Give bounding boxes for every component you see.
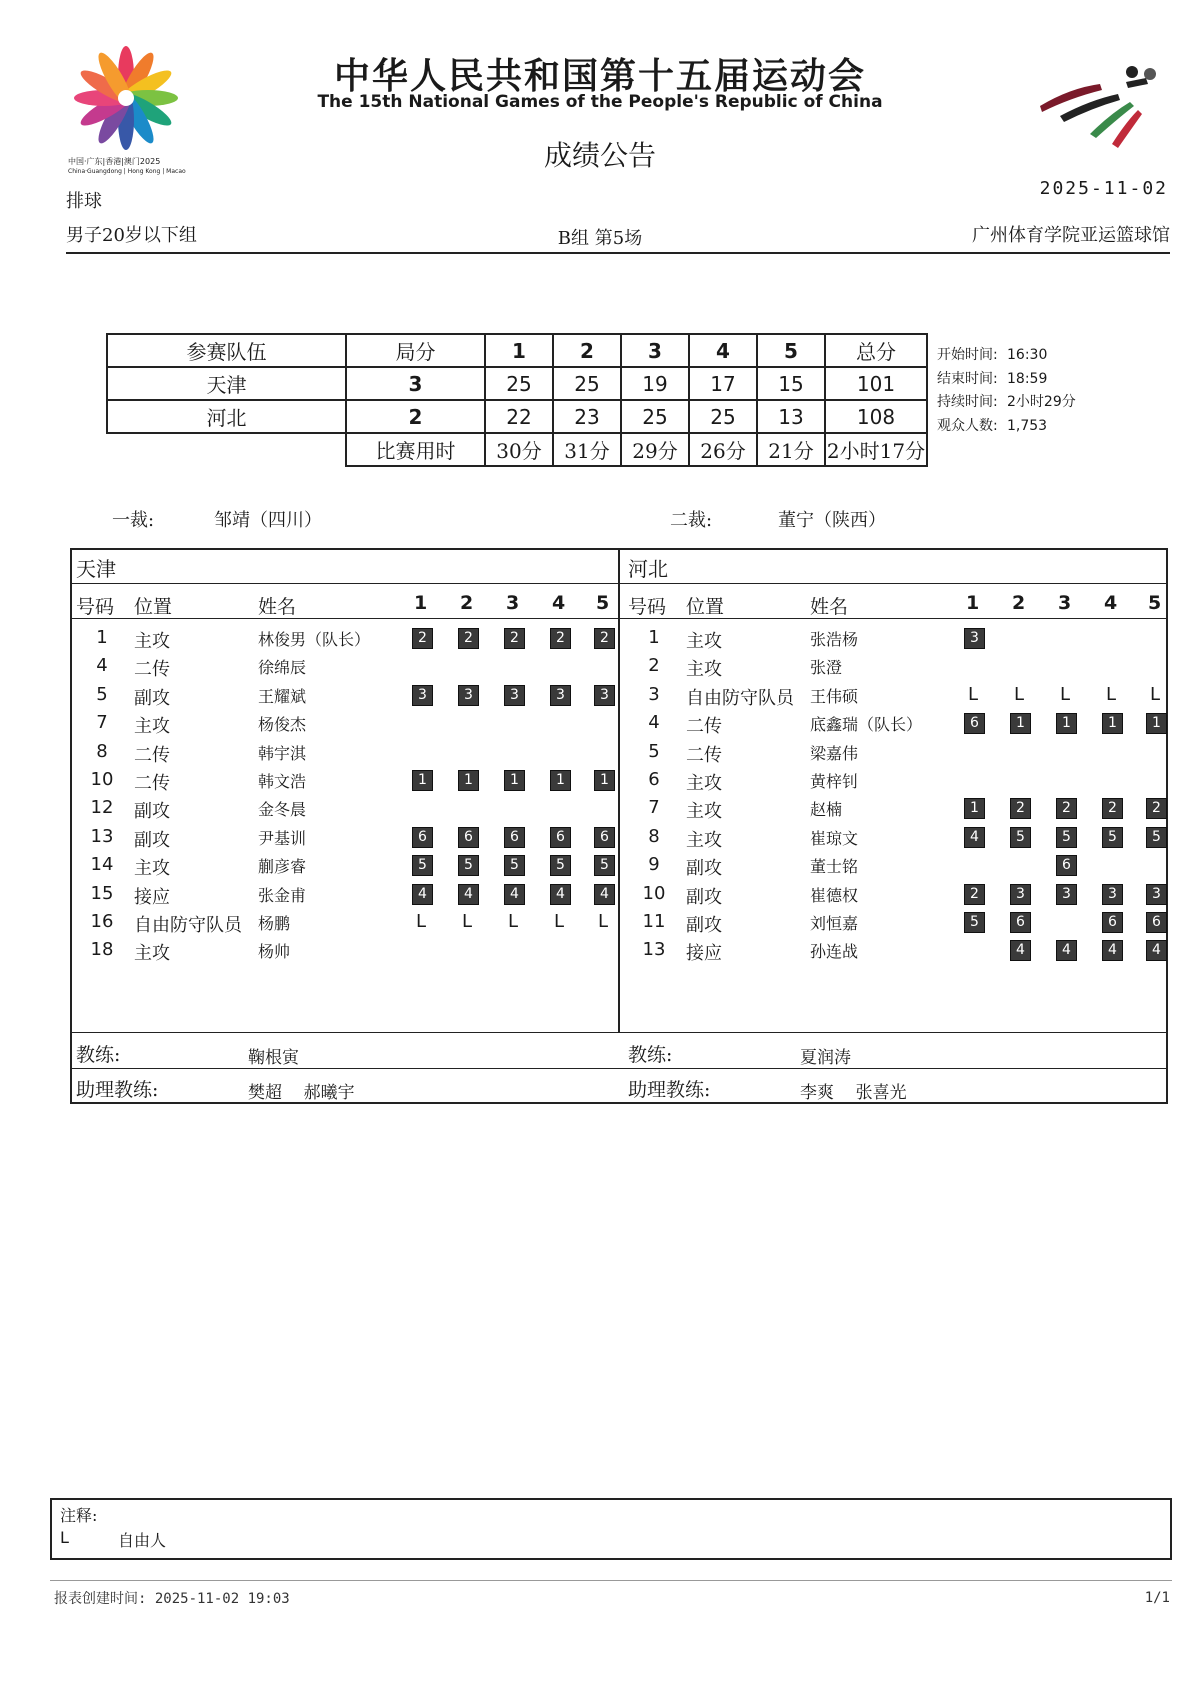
player-name: 崔琼文 — [810, 828, 859, 848]
player-number: 12 — [90, 797, 114, 819]
score-row-team-1 — [107, 367, 927, 400]
player-name: 金冬晨 — [258, 800, 307, 820]
header-sets: 局分 — [346, 334, 485, 367]
attendance-label: 观众人数: — [937, 417, 998, 434]
duration: 2小时29分 — [1007, 394, 1076, 410]
libero-marker: L — [462, 911, 473, 932]
player-name: 赵楠 — [810, 800, 843, 820]
set-score: 19 — [621, 367, 689, 400]
player-position: 二传 — [686, 744, 722, 766]
player-number: 3 — [648, 683, 660, 705]
starting-position-badge: 6 — [1102, 912, 1123, 933]
libero-marker: L — [1150, 683, 1161, 705]
header-set-2: 2 — [1012, 592, 1026, 614]
start-time: 16:30 — [1007, 347, 1048, 363]
set-duration: 29分 — [621, 433, 689, 466]
header-set-4: 4 — [1104, 592, 1118, 614]
header-set-1: 1 — [966, 592, 980, 614]
player-position: 主攻 — [134, 858, 170, 880]
attendance-row — [937, 415, 1076, 439]
starting-position-badge: 5 — [594, 855, 615, 876]
starting-position-badge: 4 — [1102, 940, 1123, 961]
set-duration: 31分 — [553, 433, 621, 466]
roster-team-name: 河北 — [628, 557, 668, 581]
starting-position-badge: 1 — [458, 770, 479, 791]
starting-position-badge: 4 — [594, 884, 615, 905]
header-set-3: 3 — [621, 334, 689, 367]
coach-label: 教练: — [628, 1044, 673, 1066]
player-number: 8 — [648, 825, 660, 847]
player-number: 8 — [96, 740, 108, 762]
player-number: 15 — [90, 882, 114, 904]
player-name: 底鑫瑞（队长） — [810, 715, 923, 735]
player-position: 副攻 — [134, 687, 170, 709]
starting-position-badge: 4 — [1010, 940, 1031, 961]
duration-row — [937, 391, 1076, 415]
player-position: 二传 — [134, 659, 170, 681]
starting-position-badge: 2 — [964, 884, 985, 905]
set-score: 15 — [757, 367, 825, 400]
header-number: 号码 — [76, 596, 115, 618]
header-divider — [66, 252, 1170, 254]
header-set-1: 1 — [485, 334, 553, 367]
header-set-2: 2 — [553, 334, 621, 367]
starting-position-badge: 2 — [504, 628, 525, 649]
player-position: 二传 — [134, 744, 170, 766]
starting-position-badge: 2 — [1102, 798, 1123, 819]
roster-team-line — [70, 583, 1168, 584]
roster-divider — [618, 548, 620, 1032]
player-name: 张金甫 — [258, 885, 307, 905]
starting-position-badge: 3 — [1056, 884, 1077, 905]
header-total: 总分 — [825, 334, 927, 367]
starting-position-badge: 2 — [1056, 798, 1077, 819]
player-name: 崔德权 — [810, 885, 859, 905]
player-name: 林俊男（队长） — [258, 630, 371, 649]
libero-marker: L — [598, 911, 609, 932]
player-name: 蒯彦睿 — [258, 857, 307, 877]
player-position: 自由防守队员 — [134, 915, 242, 936]
player-number: 7 — [96, 712, 108, 734]
player-position: 主攻 — [686, 659, 722, 681]
roster-team-name: 天津 — [76, 557, 116, 581]
player-number: 7 — [648, 797, 660, 819]
set-score: 25 — [689, 400, 757, 433]
duration-label: 持续时间: — [937, 394, 998, 410]
end-time-row — [937, 368, 1076, 392]
player-number: 5 — [96, 683, 108, 705]
volleyball-player-icon — [1030, 58, 1170, 148]
libero-marker: L — [416, 911, 427, 932]
player-position: 主攻 — [134, 631, 170, 652]
player-number: 4 — [96, 655, 108, 677]
player-position: 主攻 — [686, 801, 722, 823]
starting-position-badge: 6 — [1056, 855, 1077, 876]
libero-marker: L — [554, 911, 565, 932]
set-score: 17 — [689, 367, 757, 400]
starting-position-badge: 6 — [412, 827, 433, 848]
libero-marker: L — [1060, 683, 1071, 705]
player-name: 杨俊杰 — [258, 715, 307, 735]
venue: 广州体育学院亚运篮球馆 — [972, 225, 1170, 246]
header-set-4: 4 — [689, 334, 757, 367]
team-name: 河北 — [107, 400, 346, 433]
player-name: 刘恒嘉 — [810, 914, 859, 933]
player-position: 副攻 — [134, 801, 170, 823]
starting-position-badge: 4 — [1146, 940, 1167, 961]
starting-position-badge: 3 — [412, 685, 433, 706]
event-title-en: The 15th National Games of the People's Republic of China — [317, 92, 883, 112]
starting-position-badge: 1 — [504, 770, 525, 791]
player-position: 副攻 — [686, 886, 722, 908]
starting-position-badge: 5 — [964, 912, 985, 933]
starting-position-badge: 2 — [458, 628, 479, 649]
starting-position-badge: 1 — [412, 770, 433, 791]
starting-position-badge: 2 — [1010, 798, 1031, 819]
starting-position-badge: 3 — [458, 685, 479, 706]
player-number: 2 — [648, 655, 660, 677]
volleyball-pictogram — [1030, 58, 1170, 148]
header-set-3: 3 — [1058, 592, 1072, 614]
player-number: 11 — [642, 911, 666, 932]
starting-position-badge: 1 — [1056, 713, 1077, 734]
starting-position-badge: 4 — [964, 827, 985, 848]
starting-position-badge: 5 — [504, 855, 525, 876]
player-position: 副攻 — [134, 829, 170, 851]
starting-position-badge: 6 — [594, 827, 615, 848]
player-number: 4 — [648, 712, 660, 734]
starting-position-badge: 5 — [458, 855, 479, 876]
sets-won: 2 — [346, 400, 485, 433]
libero-marker: L — [508, 911, 519, 932]
player-position: 自由防守队员 — [686, 687, 794, 709]
roster-assistant-line — [70, 1068, 1168, 1069]
player-position: 副攻 — [686, 915, 722, 936]
header-team: 参赛队伍 — [107, 334, 346, 367]
logo-caption-en: China·Guangdong | Hong Kong | Macao — [68, 168, 186, 175]
logo-caption: 中国·广东|香港|澳门2025 — [68, 157, 161, 166]
header-set-2: 2 — [460, 592, 474, 614]
end-time-label: 结束时间: — [937, 370, 998, 387]
match-duration: 2小时17分 — [825, 433, 927, 466]
player-name: 尹基训 — [258, 828, 307, 848]
player-number: 16 — [90, 911, 114, 932]
second-referee-label: 二裁: — [670, 510, 713, 531]
player-name: 杨鹏 — [258, 914, 291, 933]
player-number: 13 — [642, 939, 666, 961]
document-title: 成绩公告 — [543, 139, 656, 172]
player-position: 主攻 — [686, 631, 722, 652]
starting-position-badge: 1 — [550, 770, 571, 791]
header-set-5: 5 — [596, 592, 610, 614]
player-number: 14 — [90, 854, 114, 876]
player-position: 接应 — [134, 886, 170, 908]
player-number: 10 — [90, 769, 114, 790]
total-points: 108 — [825, 400, 927, 433]
second-referee: 董宁（陕西） — [778, 510, 886, 531]
team-name: 天津 — [107, 367, 346, 400]
player-name: 王耀斌 — [258, 686, 307, 706]
player-position: 主攻 — [686, 829, 722, 851]
player-name: 梁嘉伟 — [810, 743, 859, 763]
created-time: 报表创建时间: 2025-11-02 19:03 — [54, 1591, 290, 1607]
starting-position-badge: 5 — [1056, 827, 1077, 848]
player-position: 二传 — [686, 716, 722, 738]
header-set-5: 5 — [757, 334, 825, 367]
player-name: 王伟硕 — [810, 686, 859, 706]
coach-label: 教练: — [76, 1044, 121, 1066]
assistant-coach-label: 助理教练: — [76, 1079, 159, 1101]
set-score: 25 — [553, 367, 621, 400]
sport-name: 排球 — [66, 191, 102, 212]
starting-position-badge: 5 — [1010, 827, 1031, 848]
starting-position-badge: 6 — [550, 827, 571, 848]
blank-cell — [107, 433, 346, 466]
assistant-coaches: 樊超 郝曦宇 — [248, 1083, 355, 1103]
start-time-label: 开始时间: — [937, 347, 998, 363]
player-number: 1 — [648, 627, 660, 648]
notes-value: 自由人 — [118, 1531, 167, 1550]
header-set-4: 4 — [552, 592, 566, 614]
starting-position-badge: 6 — [964, 713, 985, 734]
player-position: 二传 — [134, 773, 170, 794]
starting-position-badge: 4 — [458, 884, 479, 905]
category: 男子20岁以下组 — [66, 225, 197, 246]
timing-info — [937, 344, 1076, 438]
starting-position-badge: 5 — [1102, 827, 1123, 848]
header-position: 位置 — [134, 596, 173, 618]
starting-position-badge: 3 — [1010, 884, 1031, 905]
first-referee-label: 一裁: — [112, 510, 155, 531]
event-title: 中华人民共和国第十五届运动会 — [333, 56, 866, 97]
notes-label: 注释: — [60, 1506, 98, 1525]
group-match: B组 第5场 — [557, 228, 643, 249]
start-time-row — [937, 344, 1076, 368]
score-header-row — [107, 334, 927, 367]
coach-name: 夏润涛 — [800, 1048, 851, 1068]
starting-position-badge: 4 — [1056, 940, 1077, 961]
player-number: 18 — [90, 939, 114, 961]
score-table — [106, 333, 928, 467]
starting-position-badge: 2 — [1146, 798, 1167, 819]
starting-position-badge: 3 — [964, 628, 985, 649]
duration-row — [107, 433, 927, 466]
set-duration: 30分 — [485, 433, 553, 466]
starting-position-badge: 1 — [1146, 713, 1167, 734]
player-number: 10 — [642, 882, 666, 904]
duration-label: 比赛用时 — [346, 433, 485, 466]
set-score: 23 — [553, 400, 621, 433]
notes-key: L — [60, 1528, 69, 1547]
player-name: 张澄 — [810, 658, 843, 678]
footer-divider — [50, 1580, 1172, 1581]
player-name: 韩文浩 — [258, 772, 307, 791]
header-number: 号码 — [628, 596, 667, 618]
player-name: 董士铭 — [810, 857, 859, 877]
sets-won: 3 — [346, 367, 485, 400]
starting-position-badge: 4 — [412, 884, 433, 905]
player-name: 杨帅 — [258, 942, 291, 962]
set-duration: 21分 — [757, 433, 825, 466]
starting-position-badge: 3 — [594, 685, 615, 706]
player-name: 黄梓钊 — [810, 772, 859, 791]
player-name: 孙连战 — [810, 942, 859, 962]
assistant-coaches: 李爽 张喜光 — [800, 1083, 907, 1103]
header-name: 姓名 — [810, 596, 849, 618]
starting-position-badge: 6 — [504, 827, 525, 848]
starting-position-badge: 3 — [504, 685, 525, 706]
player-position: 副攻 — [686, 858, 722, 880]
starting-position-badge: 3 — [1146, 884, 1167, 905]
starting-position-badge: 2 — [594, 628, 615, 649]
page-number: 1/1 — [1144, 1590, 1170, 1606]
header-position: 位置 — [686, 596, 725, 618]
player-number: 13 — [90, 825, 114, 847]
starting-position-badge: 6 — [1146, 912, 1167, 933]
starting-position-badge: 5 — [550, 855, 571, 876]
assistant-coach-label: 助理教练: — [628, 1079, 711, 1101]
starting-position-badge: 1 — [1102, 713, 1123, 734]
player-number: 9 — [648, 854, 660, 876]
player-number: 1 — [96, 627, 108, 648]
roster-coach-line — [70, 1032, 1168, 1033]
player-name: 徐绵辰 — [258, 658, 307, 678]
header-name: 姓名 — [258, 596, 297, 618]
set-score: 22 — [485, 400, 553, 433]
starting-position-badge: 4 — [504, 884, 525, 905]
player-position: 主攻 — [134, 943, 170, 965]
attendance: 1,753 — [1007, 417, 1048, 434]
player-name: 张浩杨 — [810, 630, 859, 649]
set-score: 25 — [621, 400, 689, 433]
player-name: 韩宇淇 — [258, 743, 307, 763]
starting-position-badge: 4 — [550, 884, 571, 905]
set-score: 13 — [757, 400, 825, 433]
set-score: 25 — [485, 367, 553, 400]
libero-marker: L — [1106, 683, 1117, 705]
header-set-3: 3 — [506, 592, 520, 614]
starting-position-badge: 2 — [412, 628, 433, 649]
roster-header-line — [70, 618, 1168, 619]
starting-position-badge: 3 — [1102, 884, 1123, 905]
end-time: 18:59 — [1007, 370, 1048, 387]
coach-name: 鞠根寅 — [248, 1048, 299, 1068]
starting-position-badge: 2 — [550, 628, 571, 649]
report-date: 2025-11-02 — [1039, 178, 1168, 199]
starting-position-badge: 3 — [550, 685, 571, 706]
player-position: 主攻 — [686, 773, 722, 794]
national-games-logo — [68, 30, 196, 180]
starting-position-badge: 5 — [1146, 827, 1167, 848]
total-points: 101 — [825, 367, 927, 400]
libero-marker: L — [968, 683, 979, 705]
score-row-team-2 — [107, 400, 927, 433]
header-set-5: 5 — [1148, 592, 1162, 614]
notes-box — [50, 1498, 1172, 1560]
player-number: 5 — [648, 740, 660, 762]
player-number: 6 — [648, 769, 660, 790]
starting-position-badge: 1 — [594, 770, 615, 791]
starting-position-badge: 6 — [458, 827, 479, 848]
player-position: 主攻 — [134, 716, 170, 738]
set-duration: 26分 — [689, 433, 757, 466]
libero-marker: L — [1014, 683, 1025, 705]
starting-position-badge: 1 — [1010, 713, 1031, 734]
player-position: 接应 — [686, 943, 722, 965]
first-referee: 邹靖（四川） — [214, 510, 322, 531]
starting-position-badge: 5 — [412, 855, 433, 876]
starting-position-badge: 1 — [964, 798, 985, 819]
header-set-1: 1 — [414, 592, 428, 614]
starting-position-badge: 6 — [1010, 912, 1031, 933]
